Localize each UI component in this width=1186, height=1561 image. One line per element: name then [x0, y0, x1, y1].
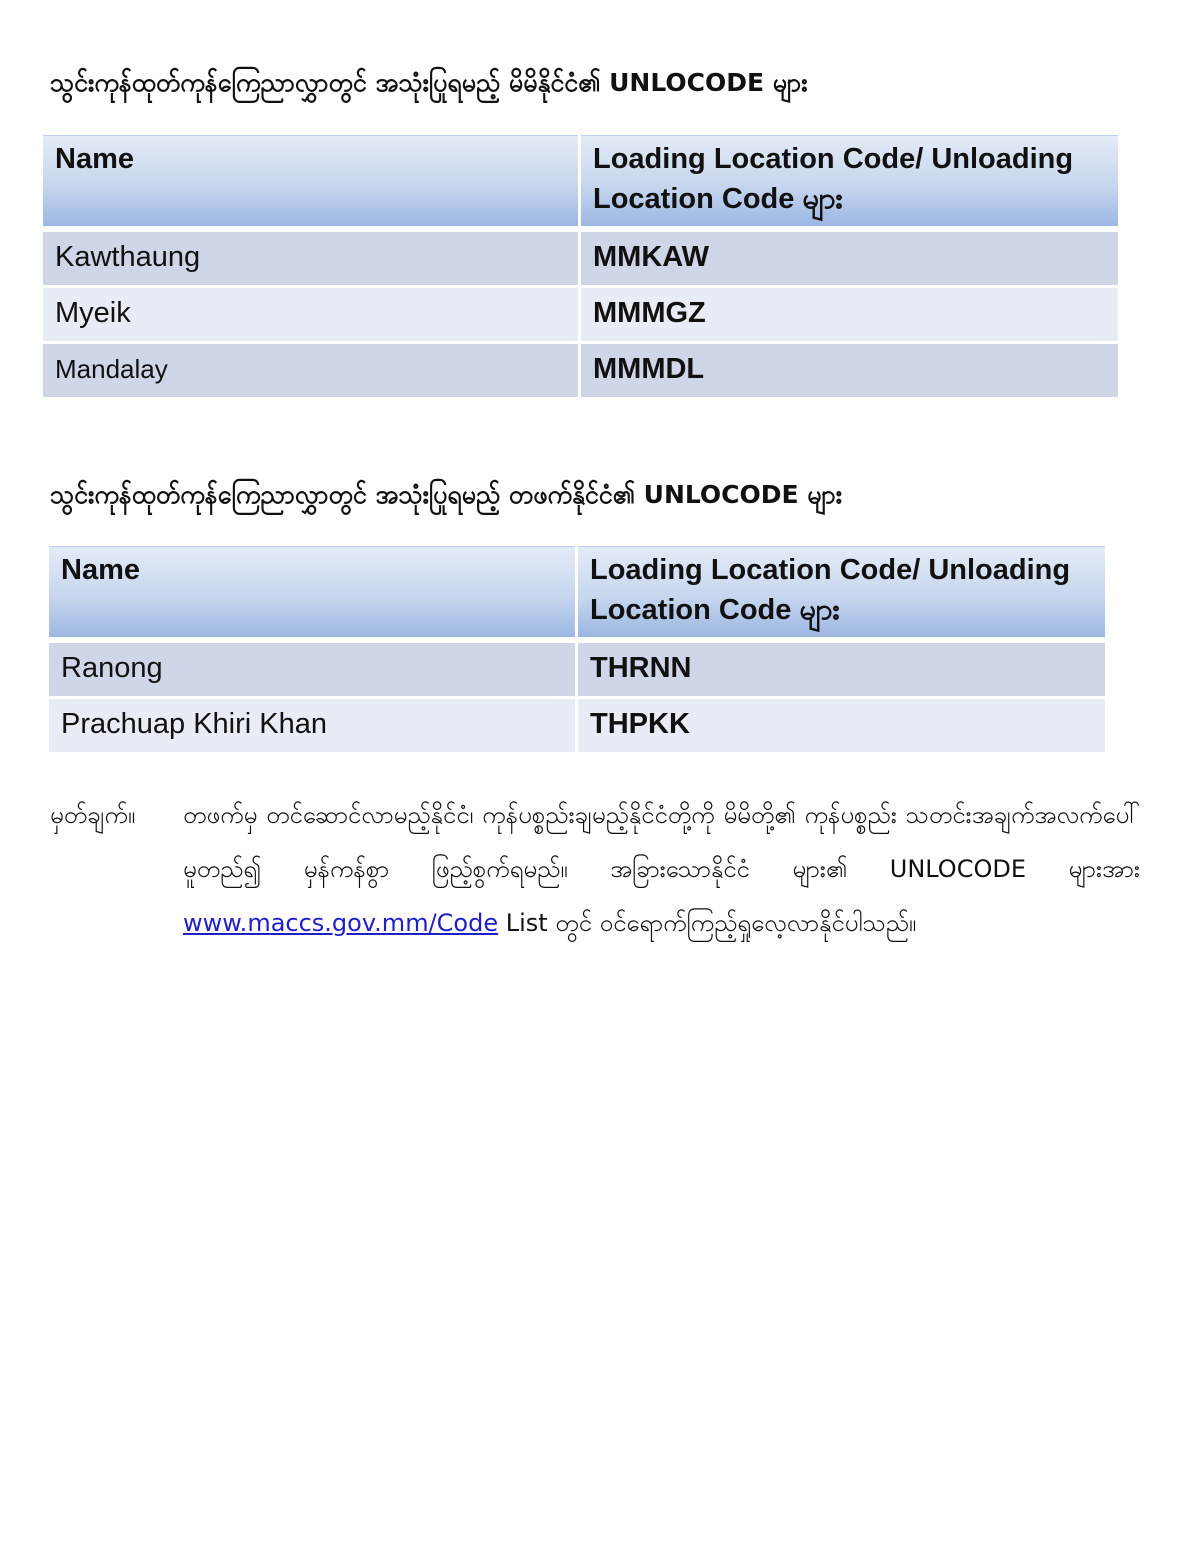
section-heading-other-country: သွင်းကုန်ထုတ်ကုန်ကြေညာလွှာတွင် အသုံးပြုရမည့် တဖက်နိုင်ငံ၏ UNLOCODE များ [50, 480, 843, 509]
thailand-unlocode-table [46, 543, 1108, 755]
table-header-row [48, 545, 1107, 641]
header-name: Name [48, 545, 577, 641]
location-code: MMMGZ [580, 287, 1120, 343]
myanmar-unlocode-table [40, 132, 1121, 400]
location-code: THRNN [577, 640, 1107, 698]
note-text-end: List တွင် ဝင်ရောက်ကြည့်ရှုလေ့လာနိုင်ပါသည်။ [498, 909, 917, 937]
section-heading-myanmar: သွင်းကုန်ထုတ်ကုန်ကြေညာလွှာတွင် အသုံးပြုရမည့် မိမိနိုင်ငံ၏ UNLOCODE များ [50, 68, 808, 97]
location-name: Prachuap Khiri Khan [48, 698, 577, 754]
location-name: Mandalay [42, 343, 580, 399]
location-name: Kawthaung [42, 229, 580, 287]
header-location-code: Loading Location Code/ Unloading Location Code များ [577, 545, 1107, 641]
table-row [48, 640, 1107, 698]
code-list-link[interactable]: www.maccs.gov.mm/Code [183, 909, 499, 937]
note-text: တဖက်မှ တင်ဆောင်လာမည့်နိုင်ငံ၊ ကုန်ပစ္စည်းချမည့်နိုင်ငံတို့ကို မိမိတို့၏ ကုန်ပစ္စည်း သတင်းအချက်အလက်ပေါ်မူတည်၍ မှန်ကန်စွာ ဖြည့်စွက်ရမည်။ အခြားသောနိုင်ငံ များ၏ UNLOCODE များအား [183, 801, 1140, 883]
location-code: THPKK [577, 698, 1107, 754]
location-name: Ranong [48, 640, 577, 698]
note-body [183, 788, 1140, 950]
note-label: မှတ်ချက်။ [50, 801, 136, 829]
table-header-row [42, 134, 1120, 230]
location-code: MMKAW [580, 229, 1120, 287]
header-location-code: Loading Location Code/ Unloading Location Code များ [580, 134, 1120, 230]
note-paragraph [50, 788, 1140, 950]
table-row [42, 343, 1120, 399]
location-code: MMMDL [580, 343, 1120, 399]
table-row [42, 287, 1120, 343]
table-row [42, 229, 1120, 287]
table-row [48, 698, 1107, 754]
header-name: Name [42, 134, 580, 230]
location-name: Myeik [42, 287, 580, 343]
